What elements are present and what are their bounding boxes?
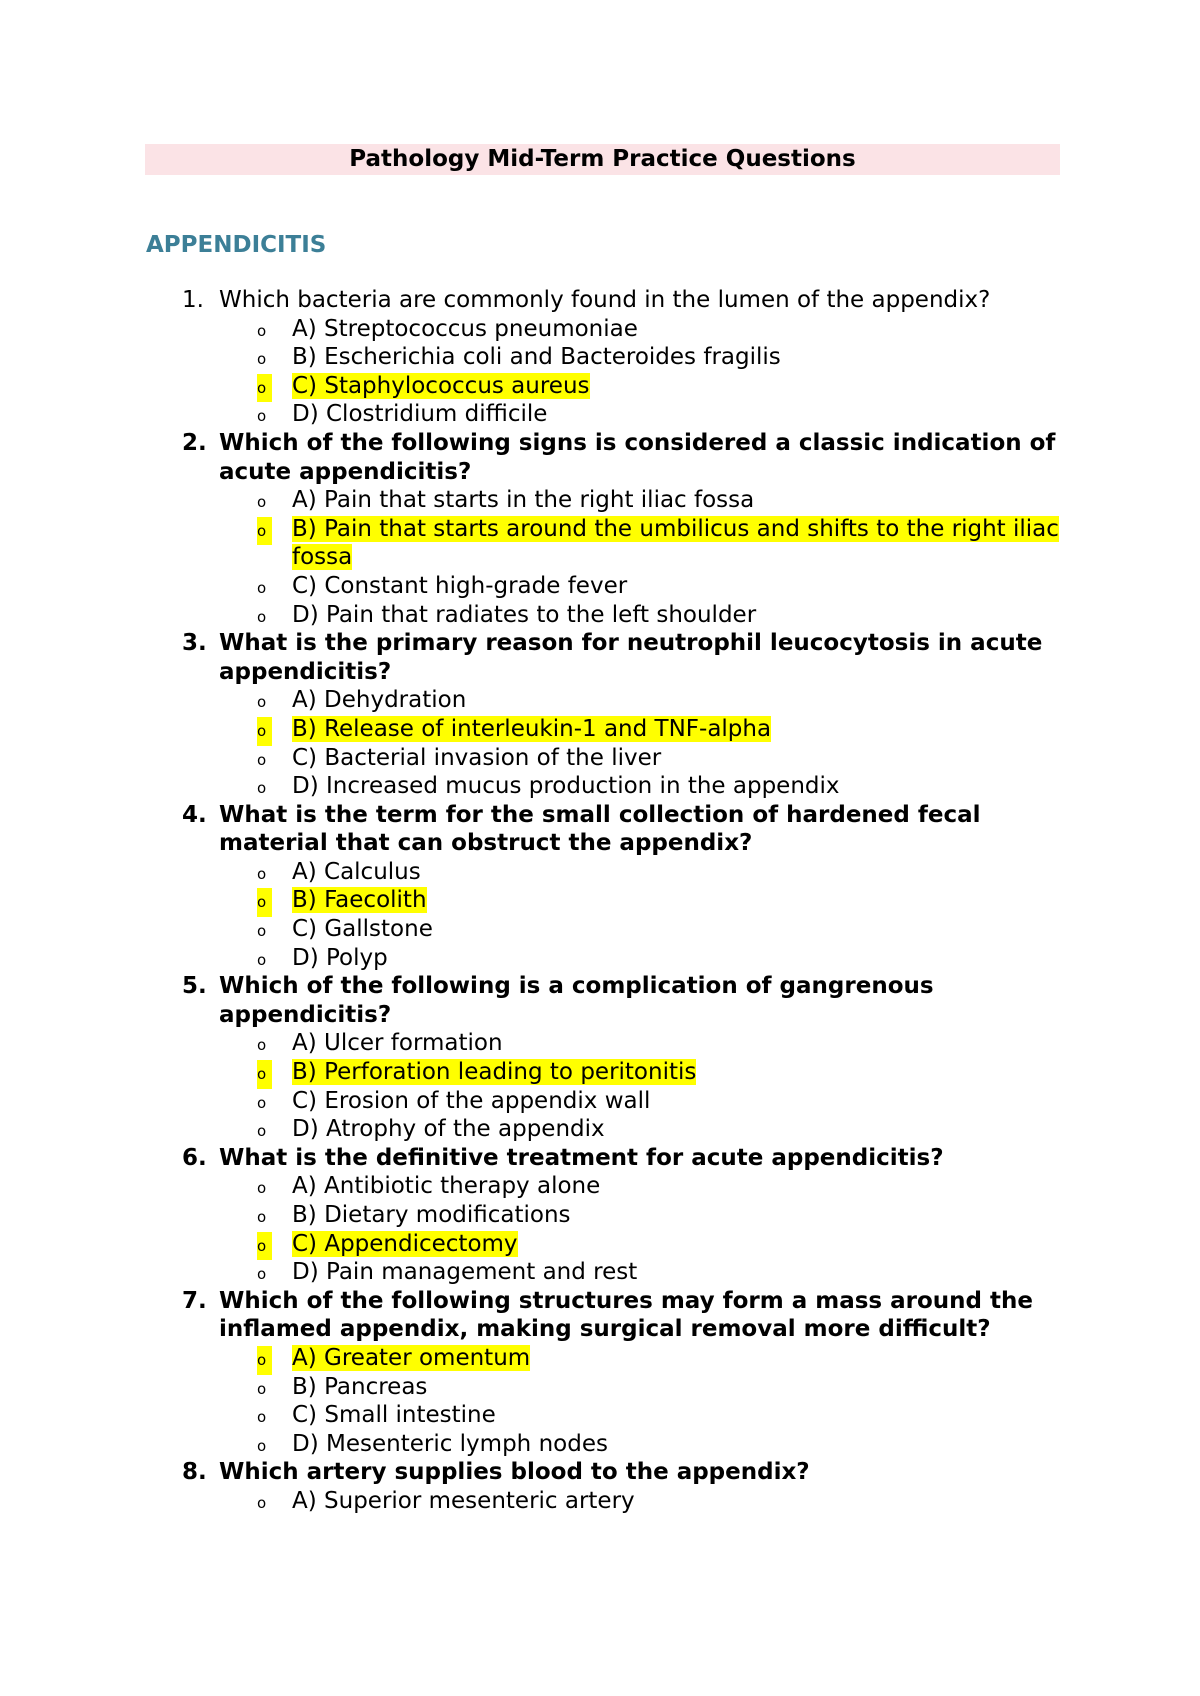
answer-option-highlighted: [219, 515, 1070, 572]
question-text: What is the term for the small collection of hardened fecal material that can obstruct the appendix?: [219, 801, 981, 857]
answer-option: [219, 1029, 1070, 1058]
answer-option-text: D) Mesenteric lymph nodes: [292, 1430, 608, 1457]
answer-option-text: A) Superior mesenteric artery: [292, 1487, 635, 1514]
question-list: [0, 286, 1200, 1516]
question-number: 3.: [182, 630, 207, 657]
answer-option-text: D) Clostridium difficile: [292, 401, 548, 428]
answer-option: [219, 572, 1070, 601]
question-number: 7.: [182, 1287, 207, 1314]
circle-bullet-icon: o: [257, 1179, 267, 1198]
circle-bullet-icon: o: [257, 1060, 272, 1089]
answer-option: [219, 1172, 1070, 1201]
answer-option-text: A) Antibiotic therapy alone: [292, 1173, 601, 1200]
circle-bullet-icon: o: [257, 1265, 267, 1284]
answer-option-text: C) Small intestine: [292, 1402, 496, 1429]
question-number: 2.: [182, 429, 207, 456]
question-item: [0, 629, 1200, 801]
answer-option-text: C) Appendicectomy: [292, 1230, 518, 1257]
question-text: Which of the following structures may form a mass around the inflamed appendix, making surgical removal more difficult?: [219, 1287, 1033, 1343]
circle-bullet-icon: o: [257, 1408, 267, 1427]
answer-option-highlighted: [219, 886, 1070, 915]
answer-option-text: C) Gallstone: [292, 916, 433, 943]
question-item: [0, 429, 1200, 629]
answer-option: [219, 686, 1070, 715]
question-number: 8.: [182, 1459, 207, 1486]
answer-option-text: A) Greater omentum: [292, 1344, 531, 1371]
circle-bullet-icon: o: [257, 1208, 267, 1226]
circle-bullet-icon: o: [257, 1493, 267, 1512]
circle-bullet-icon: o: [257, 888, 272, 917]
answer-option: [219, 1487, 1070, 1516]
answer-option-text: B) Dietary modifications: [292, 1202, 571, 1228]
answer-option-text: A) Ulcer formation: [292, 1030, 503, 1057]
circle-bullet-icon: o: [257, 717, 272, 746]
circle-bullet-icon: o: [257, 350, 267, 369]
question-text: Which artery supplies blood to the appendix?: [219, 1459, 810, 1486]
circle-bullet-icon: o: [257, 1436, 267, 1455]
answer-option-text: B) Pain that starts around the umbilicus and shifts to the right iliac fossa: [292, 515, 1059, 571]
question-item: [0, 1144, 1200, 1287]
circle-bullet-icon: o: [257, 693, 267, 712]
answer-option-text: B) Perforation leading to peritonitis: [292, 1059, 697, 1086]
section-heading: APPENDICITIS: [146, 232, 327, 258]
answer-option: [219, 343, 1070, 372]
question-item: [0, 972, 1200, 1144]
question-item: [0, 1287, 1200, 1459]
answer-option: [219, 944, 1070, 973]
answer-option-highlighted: [219, 1344, 1070, 1373]
circle-bullet-icon: o: [257, 1232, 272, 1261]
answer-option-text: B) Pancreas: [292, 1373, 428, 1400]
answer-option: [219, 486, 1070, 515]
circle-bullet-icon: o: [257, 1379, 267, 1398]
answer-option-text: C) Constant high-grade fever: [292, 572, 628, 599]
circle-bullet-icon: o: [257, 374, 272, 403]
answer-option-highlighted: [219, 372, 1070, 401]
circle-bullet-icon: o: [257, 922, 267, 941]
answer-option-text: D) Atrophy of the appendix: [292, 1116, 605, 1143]
answer-option: [219, 1201, 1070, 1230]
question-number: 5.: [182, 973, 207, 1000]
answer-options: [219, 486, 1070, 629]
answer-option: [219, 1401, 1070, 1430]
answer-options: [219, 1029, 1070, 1143]
answer-options: [219, 315, 1070, 429]
answer-option-text: C) Staphylococcus aureus: [292, 372, 590, 399]
answer-option: [219, 744, 1070, 773]
answer-option-text: C) Erosion of the appendix wall: [292, 1087, 651, 1114]
question-text: Which of the following signs is considered a classic indication of acute appendicitis?: [219, 429, 1056, 485]
answer-options: [219, 858, 1070, 972]
answer-option: [219, 601, 1070, 630]
question-number: 1.: [182, 287, 204, 313]
answer-option-highlighted: [219, 715, 1070, 744]
question-item: [0, 801, 1200, 973]
answer-option-highlighted: [219, 1058, 1070, 1087]
answer-option: [219, 915, 1070, 944]
answer-options: [219, 1344, 1070, 1458]
circle-bullet-icon: o: [257, 750, 267, 769]
question-number: 4.: [182, 801, 207, 828]
circle-bullet-icon: o: [257, 578, 267, 597]
answer-option-highlighted: [219, 1230, 1070, 1259]
question-text: Which of the following is a complication of gangrenous appendicitis?: [219, 973, 934, 1028]
circle-bullet-icon: o: [257, 1036, 267, 1055]
question-text: Which bacteria are commonly found in the lumen of the appendix?: [219, 287, 991, 313]
circle-bullet-icon: o: [257, 1122, 267, 1141]
answer-option: [219, 1087, 1070, 1116]
answer-option-text: A) Dehydration: [292, 687, 467, 714]
circle-bullet-icon: o: [257, 407, 267, 426]
answer-option: [219, 1258, 1070, 1287]
answer-option: [219, 400, 1070, 429]
answer-options: [219, 1487, 1070, 1516]
circle-bullet-icon: o: [257, 321, 267, 340]
circle-bullet-icon: o: [257, 864, 267, 883]
answer-option-text: B) Escherichia coli and Bacteroides fragilis: [292, 344, 781, 371]
circle-bullet-icon: o: [257, 1346, 272, 1375]
answer-option-text: C) Bacterial invasion of the liver: [292, 744, 662, 771]
answer-option-text: B) Faecolith: [292, 887, 427, 914]
answer-option-text: D) Polyp: [292, 944, 388, 971]
circle-bullet-icon: o: [257, 1093, 267, 1112]
question-text: What is the primary reason for neutrophil leucocytosis in acute appendicitis?: [219, 630, 1043, 685]
answer-option: [219, 1373, 1070, 1402]
document-title: Pathology Mid-Term Practice Questions: [145, 144, 1060, 175]
circle-bullet-icon: o: [257, 517, 272, 546]
circle-bullet-icon: o: [257, 950, 267, 969]
question-item: [0, 1458, 1200, 1515]
circle-bullet-icon: o: [257, 607, 267, 626]
question-text: What is the definitive treatment for acute appendicitis?: [219, 1144, 944, 1171]
answer-option-text: D) Pain management and rest: [292, 1259, 638, 1286]
answer-option-text: D) Pain that radiates to the left shoulder: [292, 601, 757, 628]
question-number: 6.: [182, 1144, 207, 1171]
question-item: [0, 286, 1200, 429]
answer-option-text: A) Calculus: [292, 858, 421, 885]
answer-option-text: B) Release of interleukin-1 and TNF-alpha: [292, 715, 772, 742]
circle-bullet-icon: o: [257, 493, 267, 512]
answer-option-text: A) Pain that starts in the right iliac fossa: [292, 487, 755, 514]
answer-option: [219, 315, 1070, 344]
answer-options: [219, 1172, 1070, 1286]
answer-option: [219, 772, 1070, 801]
answer-option-text: D) Increased mucus production in the appendix: [292, 773, 840, 800]
answer-option-text: A) Streptococcus pneumoniae: [292, 315, 638, 342]
circle-bullet-icon: o: [257, 779, 267, 798]
answer-options: [219, 686, 1070, 800]
answer-option: [219, 1430, 1070, 1459]
answer-option: [219, 1115, 1070, 1144]
answer-option: [219, 858, 1070, 887]
